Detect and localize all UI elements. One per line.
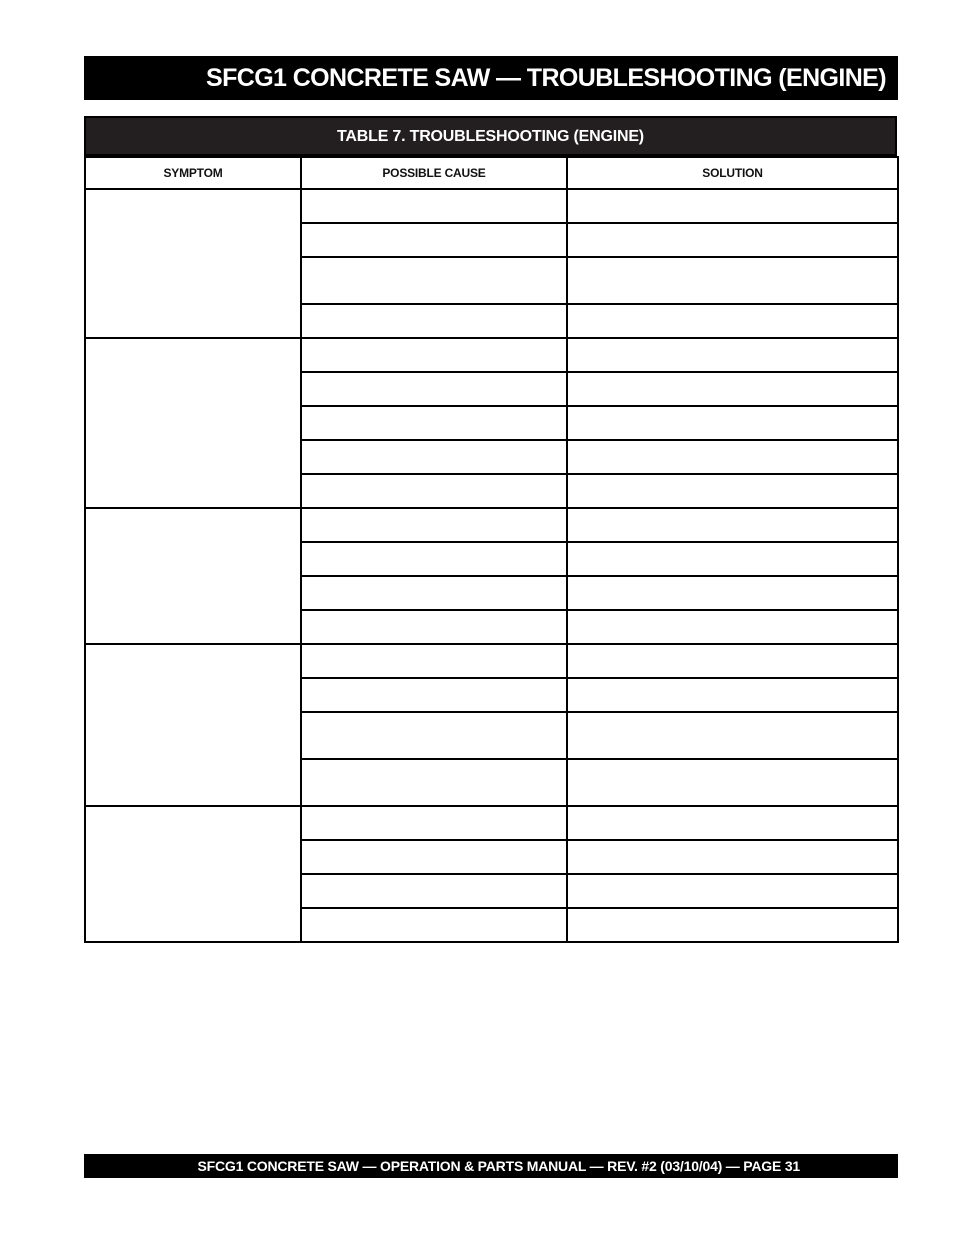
solution-cell bbox=[567, 840, 898, 874]
cause-cell bbox=[301, 678, 567, 712]
cause-cell bbox=[301, 759, 567, 806]
cause-cell bbox=[301, 712, 567, 759]
solution-cell bbox=[567, 678, 898, 712]
cause-cell bbox=[301, 576, 567, 610]
cause-cell bbox=[301, 610, 567, 644]
solution-cell bbox=[567, 338, 898, 372]
solution-cell bbox=[567, 257, 898, 304]
symptom-cell bbox=[85, 644, 301, 806]
table-row bbox=[85, 338, 898, 372]
solution-cell bbox=[567, 406, 898, 440]
cause-cell bbox=[301, 338, 567, 372]
symptom-cell bbox=[85, 806, 301, 942]
cause-cell bbox=[301, 372, 567, 406]
troubleshooting-table-container bbox=[84, 116, 897, 943]
page-footer: SFCG1 CONCRETE SAW — OPERATION & PARTS MANUAL — REV. #2 (03/10/04) — PAGE 31 bbox=[197, 1158, 800, 1174]
solution-cell bbox=[567, 304, 898, 338]
cause-cell bbox=[301, 440, 567, 474]
solution-cell bbox=[567, 806, 898, 840]
solution-cell bbox=[567, 189, 898, 223]
solution-cell bbox=[567, 644, 898, 678]
cause-cell bbox=[301, 189, 567, 223]
table-row bbox=[85, 189, 898, 223]
solution-cell bbox=[567, 759, 898, 806]
solution-cell bbox=[567, 610, 898, 644]
cause-cell bbox=[301, 908, 567, 942]
cause-cell bbox=[301, 874, 567, 908]
troubleshooting-table bbox=[84, 156, 899, 943]
symptom-cell bbox=[85, 189, 301, 338]
column-header-possible-cause: POSSIBLE CAUSE bbox=[301, 157, 567, 189]
cause-cell bbox=[301, 406, 567, 440]
symptom-cell bbox=[85, 338, 301, 508]
table-row bbox=[85, 508, 898, 542]
column-header-solution: SOLUTION bbox=[567, 157, 898, 189]
cause-cell bbox=[301, 257, 567, 304]
solution-cell bbox=[567, 542, 898, 576]
table-row bbox=[85, 806, 898, 840]
solution-cell bbox=[567, 576, 898, 610]
symptom-cell bbox=[85, 508, 301, 644]
solution-cell bbox=[567, 372, 898, 406]
solution-cell bbox=[567, 908, 898, 942]
cause-cell bbox=[301, 542, 567, 576]
solution-cell bbox=[567, 874, 898, 908]
page-title: SFCG1 CONCRETE SAW — TROUBLESHOOTING (ENGINE) bbox=[206, 64, 886, 92]
cause-cell bbox=[301, 840, 567, 874]
cause-cell bbox=[301, 223, 567, 257]
cause-cell bbox=[301, 644, 567, 678]
solution-cell bbox=[567, 440, 898, 474]
table-row bbox=[85, 644, 898, 678]
solution-cell bbox=[567, 508, 898, 542]
page-title-bar bbox=[84, 56, 898, 100]
cause-cell bbox=[301, 304, 567, 338]
column-header-symptom: SYMPTOM bbox=[85, 157, 301, 189]
solution-cell bbox=[567, 223, 898, 257]
solution-cell bbox=[567, 712, 898, 759]
solution-cell bbox=[567, 474, 898, 508]
cause-cell bbox=[301, 474, 567, 508]
page-footer-bar bbox=[84, 1154, 898, 1178]
cause-cell bbox=[301, 806, 567, 840]
cause-cell bbox=[301, 508, 567, 542]
table-caption: TABLE 7. TROUBLESHOOTING (ENGINE) bbox=[84, 116, 897, 156]
